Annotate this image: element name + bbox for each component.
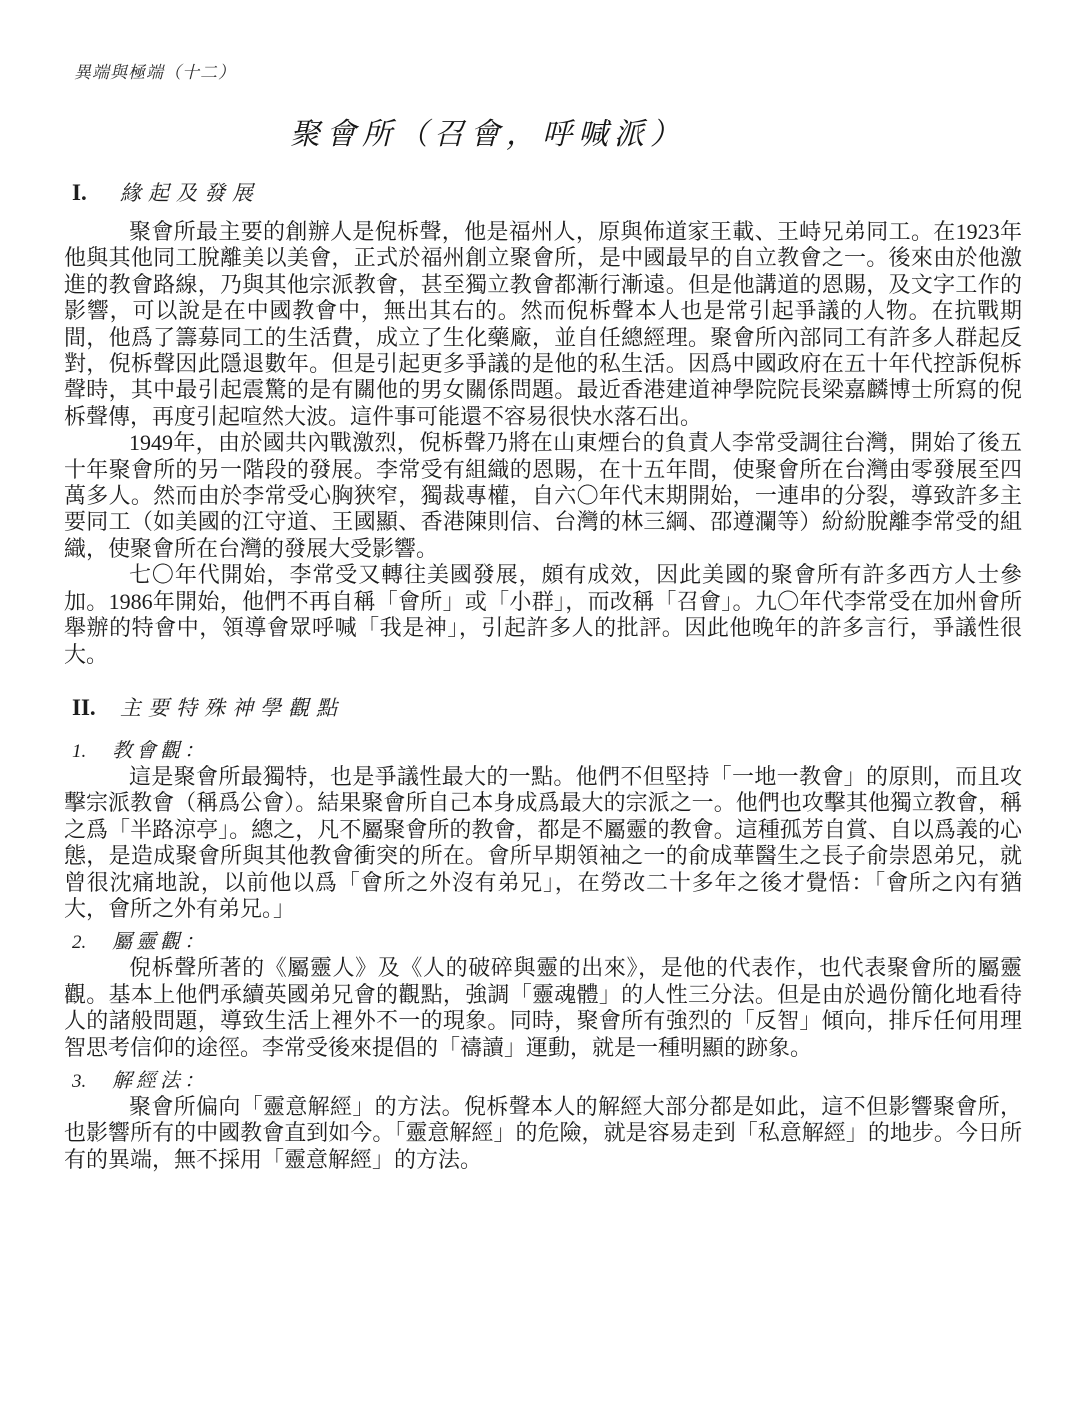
section-1-paragraph-1: 聚會所最主要的創辦人是倪柝聲，他是福州人，原與佈道家王載、王峙兄弟同工。在1923年他與其他同工脫離美以美會，正式於福州創立聚會所，是中國最早的自立教會之一。後來由於他激進的教會路線，乃與其他宗派教會，甚至獨立教會都漸行漸遠。但是他講道的恩賜，及文字工作的影響，可以說是在中國教會中，無出其右的。然而倪柝聲本人也是常引起爭議的人物。在抗戰期間，他爲了籌募同工的生活費，成立了生化藥廠，並自任總經理。聚會所內部同工有許多人群起反對，倪柝聲因此隱退數年。但是引起更多爭議的是他的私生活。因爲中國政府在五十年代控訴倪柝聲時，其中最引起震驚的是有關他的男女關係問題。最近香港建道神學院院長梁嘉麟博士所寫的倪柝聲傳，再度引起喧然大波。這件事可能還不容易很快水落石出。 <box>64 219 1022 429</box>
subsection-1-title: 教會觀： <box>112 739 208 762</box>
section-2-heading <box>64 692 1022 722</box>
subsection-3-paragraph: 聚會所偏向「靈意解經」的方法。倪柝聲本人的解經大部分都是如此，這不但影響聚會所，也影響所有的中國教會直到如今。「靈意解經」的危險，就是容易走到「私意解經」的地步。今日所有的異端，無不採用「靈意解經」的方法。 <box>64 1093 1022 1172</box>
section-1-paragraph-2: 1949年，由於國共內戰激烈，倪柝聲乃將在山東煙台的負責人李常受調往台灣，開始了後五十年聚會所的另一階段的發展。李常受有組織的恩賜，在十五年間，使聚會所在台灣由零發展至四萬多人。然而由於李常受心胸狹窄，獨裁專權，自六〇年代末期開始，一連串的分裂，導致許多主要同工（如美國的江守道、王國顯、香港陳則信、台灣的林三綱、邵遵瀾等）紛紛脫離李常受的組織，使聚會所在台灣的發展大受影響。 <box>64 430 1022 561</box>
subsection-3-title: 解經法： <box>112 1069 208 1092</box>
page-header: 異端與極端（十二） <box>74 63 236 82</box>
subsection-2-title: 屬靈觀： <box>112 931 208 954</box>
subsection-1-paragraph: 這是聚會所最獨特，也是爭議性最大的一點。他們不但堅持「一地一教會」的原則，而且攻擊宗派教會（稱爲公會）。結果聚會所自己本身成爲最大的宗派之一。他們也攻擊其他獨立教會，稱之爲「半路涼亭」。總之，凡不屬聚會所的教會，都是不屬靈的教會。這種孤芳自賞、自以爲義的心態，是造成聚會所與其他教會衝突的所在。會所早期領袖之一的俞成華醫生之長子俞崇恩弟兄，就曾很沈痛地說，以前他以爲「會所之外沒有弟兄」，在勞改二十多年之後才覺悟：「會所之內有猶大，會所之外有弟兄。」 <box>64 763 1022 921</box>
subsection-3-number: 3. <box>72 1070 87 1092</box>
subsection-1-number: 1. <box>72 740 87 762</box>
document-title: 聚會所（召會，呼喊派） <box>290 118 686 151</box>
subsection-2-number: 2. <box>72 932 87 954</box>
section-2-title: 主要特殊神學觀點 <box>120 695 344 720</box>
subsection-1-heading <box>64 734 1022 763</box>
section-1-number: I. <box>72 180 87 205</box>
section-1-heading <box>64 177 1022 207</box>
section-2-number: II. <box>72 694 96 720</box>
subsection-2-paragraph: 倪柝聲所著的《屬靈人》及《人的破碎與靈的出來》，是他的代表作，也代表聚會所的屬靈觀。基本上他們承續英國弟兄會的觀點，強調「靈魂體」的人性三分法。但是由於過份簡化地看待人的諸般問題，導致生活上裡外不一的現象。同時，聚會所有強烈的「反智」傾向，排斥任何用理智思考信仰的途徑。李常受後來提倡的「禱讀」運動，就是一種明顯的跡象。 <box>64 955 1022 1060</box>
subsection-3-heading <box>64 1064 1022 1093</box>
section-1-title: 緣起及發展 <box>120 181 260 205</box>
section-1-paragraph-3: 七〇年代開始，李常受又轉往美國發展，頗有成效，因此美國的聚會所有許多西方人士參加。1986年開始，他們不再自稱「會所」或「小群」，而改稱「召會」。九〇年代李常受在加州會所舉辦的特會中，領導會眾呼喊「我是神」，引起許多人的批評。因此他晚年的許多言行，爭議性很大。 <box>64 562 1022 667</box>
subsection-2-heading <box>64 925 1022 954</box>
